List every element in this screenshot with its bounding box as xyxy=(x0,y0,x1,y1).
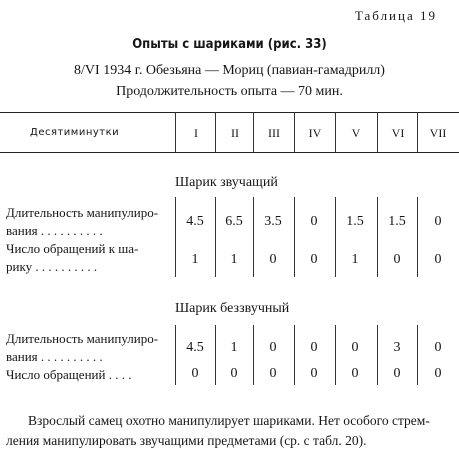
header-row-label: Десятиминутки xyxy=(30,127,120,138)
table-number: Таблица 19 xyxy=(354,8,437,23)
row-label: Число обращений . . . . xyxy=(6,367,132,382)
row-label: Число обращений к ша- рику . . . . . . . . . . xyxy=(6,241,139,274)
column-header-1: I xyxy=(194,126,198,140)
header-top-rule xyxy=(0,112,459,113)
column-header-4: IV xyxy=(308,126,322,140)
row-label: Длительность манипулиро- вания . . . . . . . . . . xyxy=(6,205,159,238)
footer-note: Взрослый самец охотно манипулирует шариками. Нет особого стрем- ления манипулировать звучащими предметами (ср. с табл. 20). xyxy=(6,413,430,448)
column-header-2: II xyxy=(231,126,239,140)
column-header-5: V xyxy=(351,126,361,140)
column-header-7: VII xyxy=(429,126,447,140)
experiment-subtitle: 8/VI 1934 г. Обезьяна — Мориц (павиан-гамадрилл) xyxy=(74,63,385,78)
column-header-3: III xyxy=(268,126,280,140)
header-bottom-rule xyxy=(0,152,459,153)
section-title-soundless-ball: Шарик беззвучный xyxy=(175,301,290,316)
experiment-duration: Продолжительность опыта — 70 мин. xyxy=(116,84,343,99)
section-title-sounding-ball: Шарик звучащий xyxy=(175,175,278,190)
row-label: Длительность манипулиро- вания . . . . . . . . . . xyxy=(6,331,159,364)
column-header-6: VI xyxy=(391,126,405,140)
table-title: Опыты с шариками (рис. 33) xyxy=(132,37,327,52)
